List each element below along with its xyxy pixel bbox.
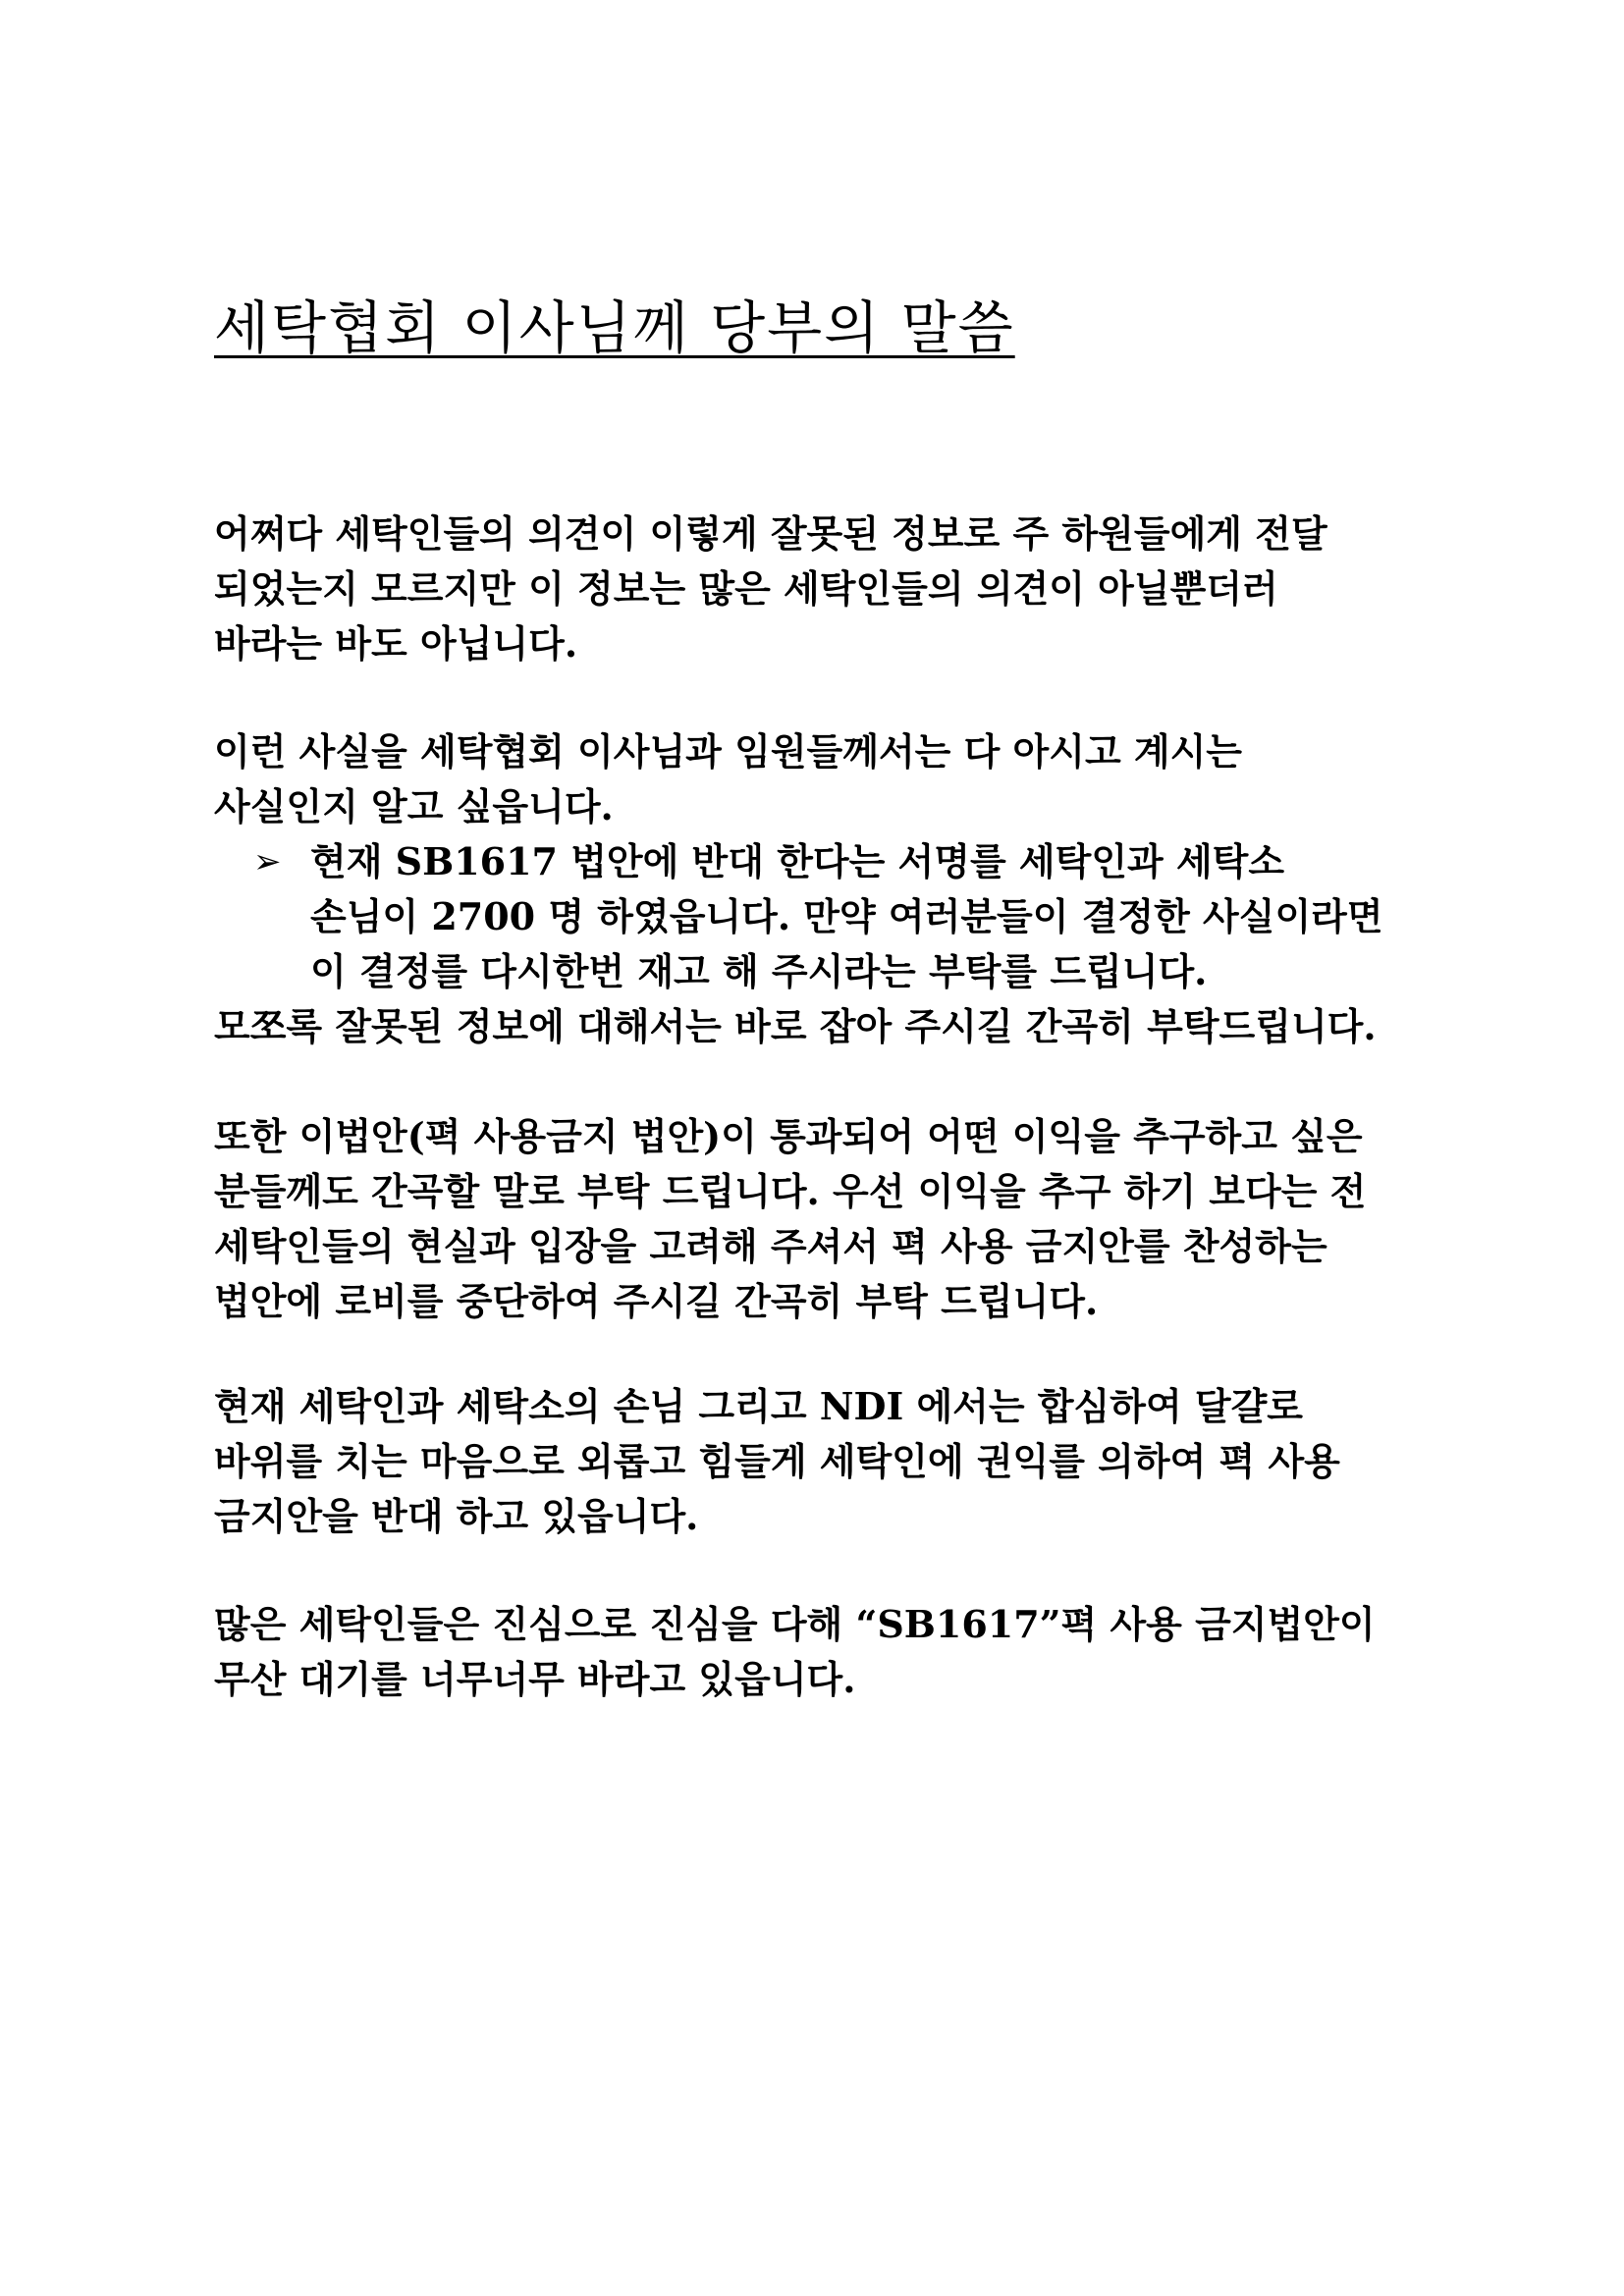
text-line: 현재 SB1617 법안에 반대 한다는 서명를 세탁인과 세탁소 [310,839,1285,883]
text-line: 바라는 바도 아닙니다. [214,621,578,666]
text-line: 무산 대기를 너무너무 바라고 있읍니다. [214,1657,856,1701]
text-line: 손님이 2700 명 하였읍니다. 만약 여러분들이 결정한 사실이라면 [310,894,1383,938]
paragraph-request [214,1109,1549,1329]
document-title: 세탁협회 이사님께 당부의 말씀 [214,294,1015,361]
text-line: 현재 세탁인과 세탁소의 손님 그리고 NDI 에서는 합심하여 달걀로 [214,1384,1304,1428]
text-line: 세탁인들의 현실과 입장을 고려해 주셔서 펵 사용 금지안를 찬성하는 [214,1224,1327,1268]
text-line: 분들께도 간곡할 말로 부탁 드립니다. 우선 이익을 추구 하기 보다는 전 [214,1169,1367,1213]
text-line: 이 결정를 다시한번 재고 해 주시라는 부탁를 드립니다. [310,949,1208,993]
text-line: 되었는지 모르지만 이 정보는 많은 세탁인들의 의견이 아닐뿐더러 [214,566,1278,611]
text-line: 또한 이법안(펵 사용금지 법안)이 통과되어 어떤 이익을 추구하고 싶은 [214,1114,1363,1158]
arrow-bullet-icon: ➢ [253,842,282,881]
paragraph-intro [214,507,1549,671]
paragraph-closing [214,1597,1549,1707]
text-line: 금지안을 반대 하고 있읍니다. [214,1494,699,1538]
paragraph-question [214,724,1549,1054]
text-line: 법안에 로비를 중단하여 주시길 간곡히 부탁 드립니다. [214,1279,1099,1323]
paragraph-opposition [214,1379,1549,1544]
text-line: 바위를 치는 마음으로 외롭고 힘들게 세탁인에 권익를 의하여 펵 사용 [214,1439,1340,1483]
text-line: 이런 사실을 세탁협회 이사님과 임원들께서는 다 아시고 계시는 [214,729,1243,774]
text-line: 모쪼록 잘못된 정보에 대해서는 바로 잡아 주시길 간곡히 부탁드립니다. [214,1004,1377,1048]
bullet-item [214,834,1549,999]
text-line: 많은 세탁인들은 진심으로 진심을 다해 “SB1617”펵 사용 금지법안이 [214,1602,1376,1646]
text-line: 사실인지 알고 싶읍니다. [214,784,614,828]
text-line: 어쩌다 세탁인들의 의견이 이렇게 잘못된 정보로 주 하원들에게 전달 [214,511,1327,556]
